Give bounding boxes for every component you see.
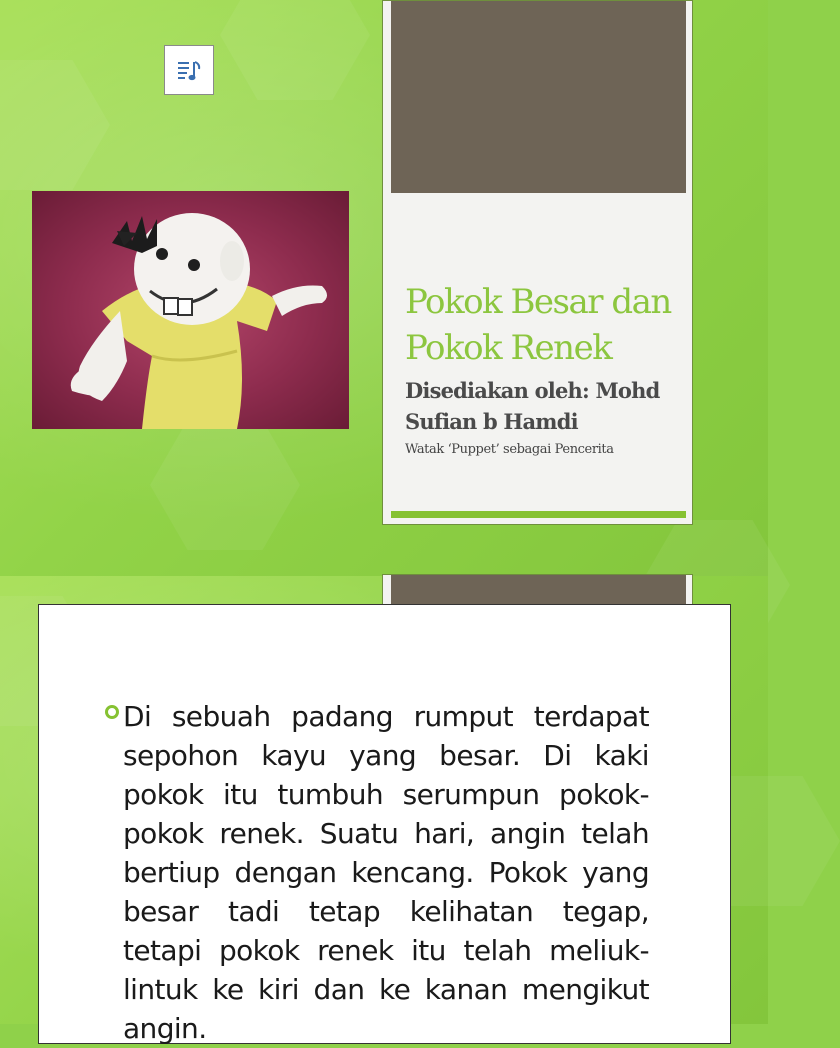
puppet-image [32,191,349,429]
hex-pattern [150,420,300,550]
hex-pattern [220,0,370,100]
slide-2 [0,576,768,1045]
audio-button[interactable] [164,45,214,95]
accent-bar [391,511,686,518]
playlist-music-icon [175,56,203,84]
slide-caption: Watak ‘Puppet’ sebagai Pencerita [405,442,614,457]
circle-bullet-icon [105,705,119,719]
puppet-photo [32,191,349,429]
title-card [382,0,693,525]
content-box [38,604,731,1044]
story-paragraph: Di sebuah padang rumput terdapat sepohon kayu yang besar. Di kaki pokok itu tumbuh serumpun pokok-pokok renek. Suatu hari, angin telah bertiup dengan kencang. Pokok yang besar tadi tetap kelihatan tegap, tetapi pokok renek itu telah meliuk-lintuk ke kiri dan ke kanan mengikut angin. [123,700,649,1045]
slide-title: Pokok Besar dan Pokok Renek [405,282,671,368]
slide-subtitle: Disediakan oleh: Mohd Sufian b Hamdi [405,378,660,434]
hex-pattern [0,60,110,190]
dark-header-panel [391,1,686,193]
